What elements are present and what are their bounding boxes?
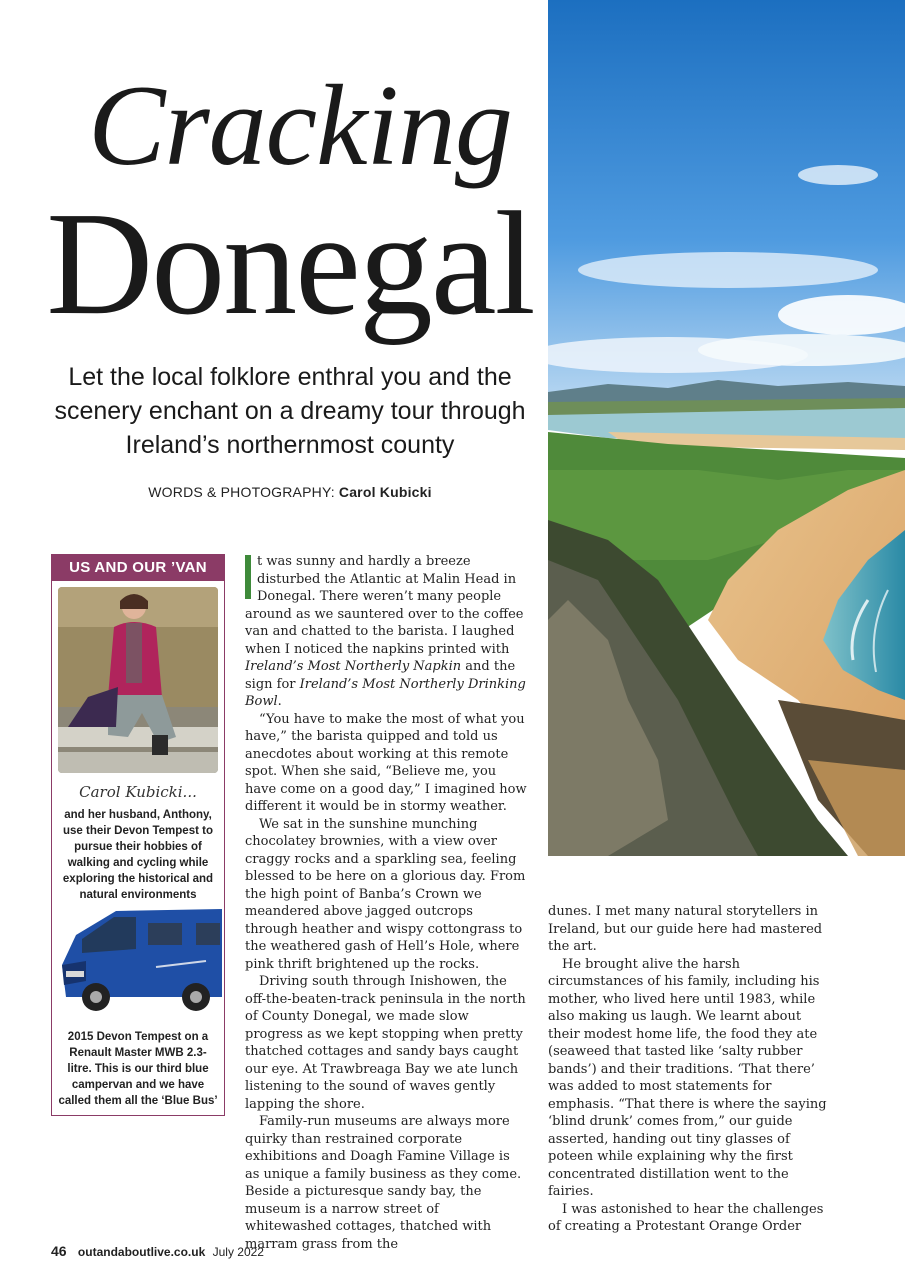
about-us-sidebar	[51, 554, 225, 1116]
paragraph	[245, 553, 527, 711]
paragraph-text: .	[277, 694, 282, 709]
paragraph: We sat in the sunshine munching chocolatey brownies, with a view over craggy rocks and a sparkling sea, feeling blessed to be here on a glorious day. From the high point of Banba’s Crown we meandered above jagged outcrops through heather and wispy cottongrass to the weathered gash of Hell’s Hole, where pink thrift brightened up the rocks.	[245, 816, 526, 972]
paragraph-text: t was sunny and hardly a breeze disturbed the Atlantic at Malin Head in Donegal. There weren’t many people around as we sauntered over to the coffee van and chatted to the barista. I laughed when I noticed the napkins printed with	[245, 554, 524, 657]
byline-author: Carol Kubicki	[338, 484, 432, 500]
headline-line1: Cracking	[88, 62, 512, 190]
paragraph: Driving south through Inishowen, the off-the-beaten-track peninsula in the north of County Donegal, we made slow progress as we kept stopping when pretty thatched cottages and sandy bays caught our eye. At Trawbreaga Bay we ate lunch listening to the sound of waves gently lapping the shore.	[245, 974, 526, 1112]
paragraph-text: and the sign for	[245, 659, 516, 692]
campervan-image	[56, 905, 222, 1025]
issue-date: July 2022	[212, 1245, 264, 1259]
sidebar-heading: US AND OUR ’VAN	[52, 555, 224, 581]
paragraph: He brought alive the harsh circumstances of his family, including his mother, who lived here until 1983, while also making us laugh. We learnt about their modest home life, the food they ate (seaweed that tasted like ‘salty rubber bands’) and their traditions. ‘That there’ was added to most statements for emphasis. “That there is where the saying ‘blind drunk’ comes from,” our guide asserted, handing out tiny glasses of poteen while explaining why the first concentrated distillation went to the fairies.	[548, 956, 827, 1199]
article-column-2	[548, 903, 833, 1236]
page-footer	[51, 1243, 264, 1259]
paragraph: “You have to make the most of what you have,” the barista quipped and told us anecdotes about working at this remote spot. When she said, “Believe me, you have come on a good day,” I imagined how different it would be in stormy weather.	[245, 711, 527, 814]
headline-line2: Donegal	[46, 182, 534, 346]
author-portrait	[58, 587, 218, 773]
van-caption: 2015 Devon Tempest on a Renault Master MWB 2.3-litre. This is our third blue campervan and we have called them all the ‘Blue Bus’	[58, 1031, 218, 1107]
site-link[interactable]: outandaboutlive.co.uk	[77, 1245, 206, 1259]
page-number: 46	[51, 1243, 67, 1259]
author-signature: Carol Kubicki...	[79, 783, 197, 801]
italic-text: Ireland’s Most Northerly Napkin	[245, 659, 462, 674]
byline	[40, 484, 540, 500]
paragraph: Family-run museums are always more quirky than restrained corporate exhibitions and Doagh Famine Village is as unique a family business as they come. Beside a picturesque sandy bay, the museum is a narrow street of whitewashed cottages, thatched with marram grass from the	[245, 1114, 522, 1252]
article-column-1	[245, 553, 527, 1253]
byline-label: WORDS & PHOTOGRAPHY:	[148, 484, 335, 500]
paragraph: I was astonished to hear the challenges of creating a Protestant Orange Order	[548, 1201, 824, 1234]
paragraph: dunes. I met many natural storytellers in Ireland, but our guide here had mastered the art.	[548, 904, 823, 954]
dropcap-bar	[245, 555, 251, 599]
standfirst: Let the local folklore enthral you and the scenery enchant on a dreamy tour through Ireland’s northernmost county	[54, 363, 526, 459]
donegal-coast-photo	[548, 0, 905, 856]
sidebar-bio: and her husband, Anthony, use their Devon Tempest to pursue their hobbies of walking and cycling while exploring the historical and natural environments	[62, 809, 214, 901]
italic-text: Ireland’s Most Northerly Drinking Bowl	[245, 676, 526, 709]
